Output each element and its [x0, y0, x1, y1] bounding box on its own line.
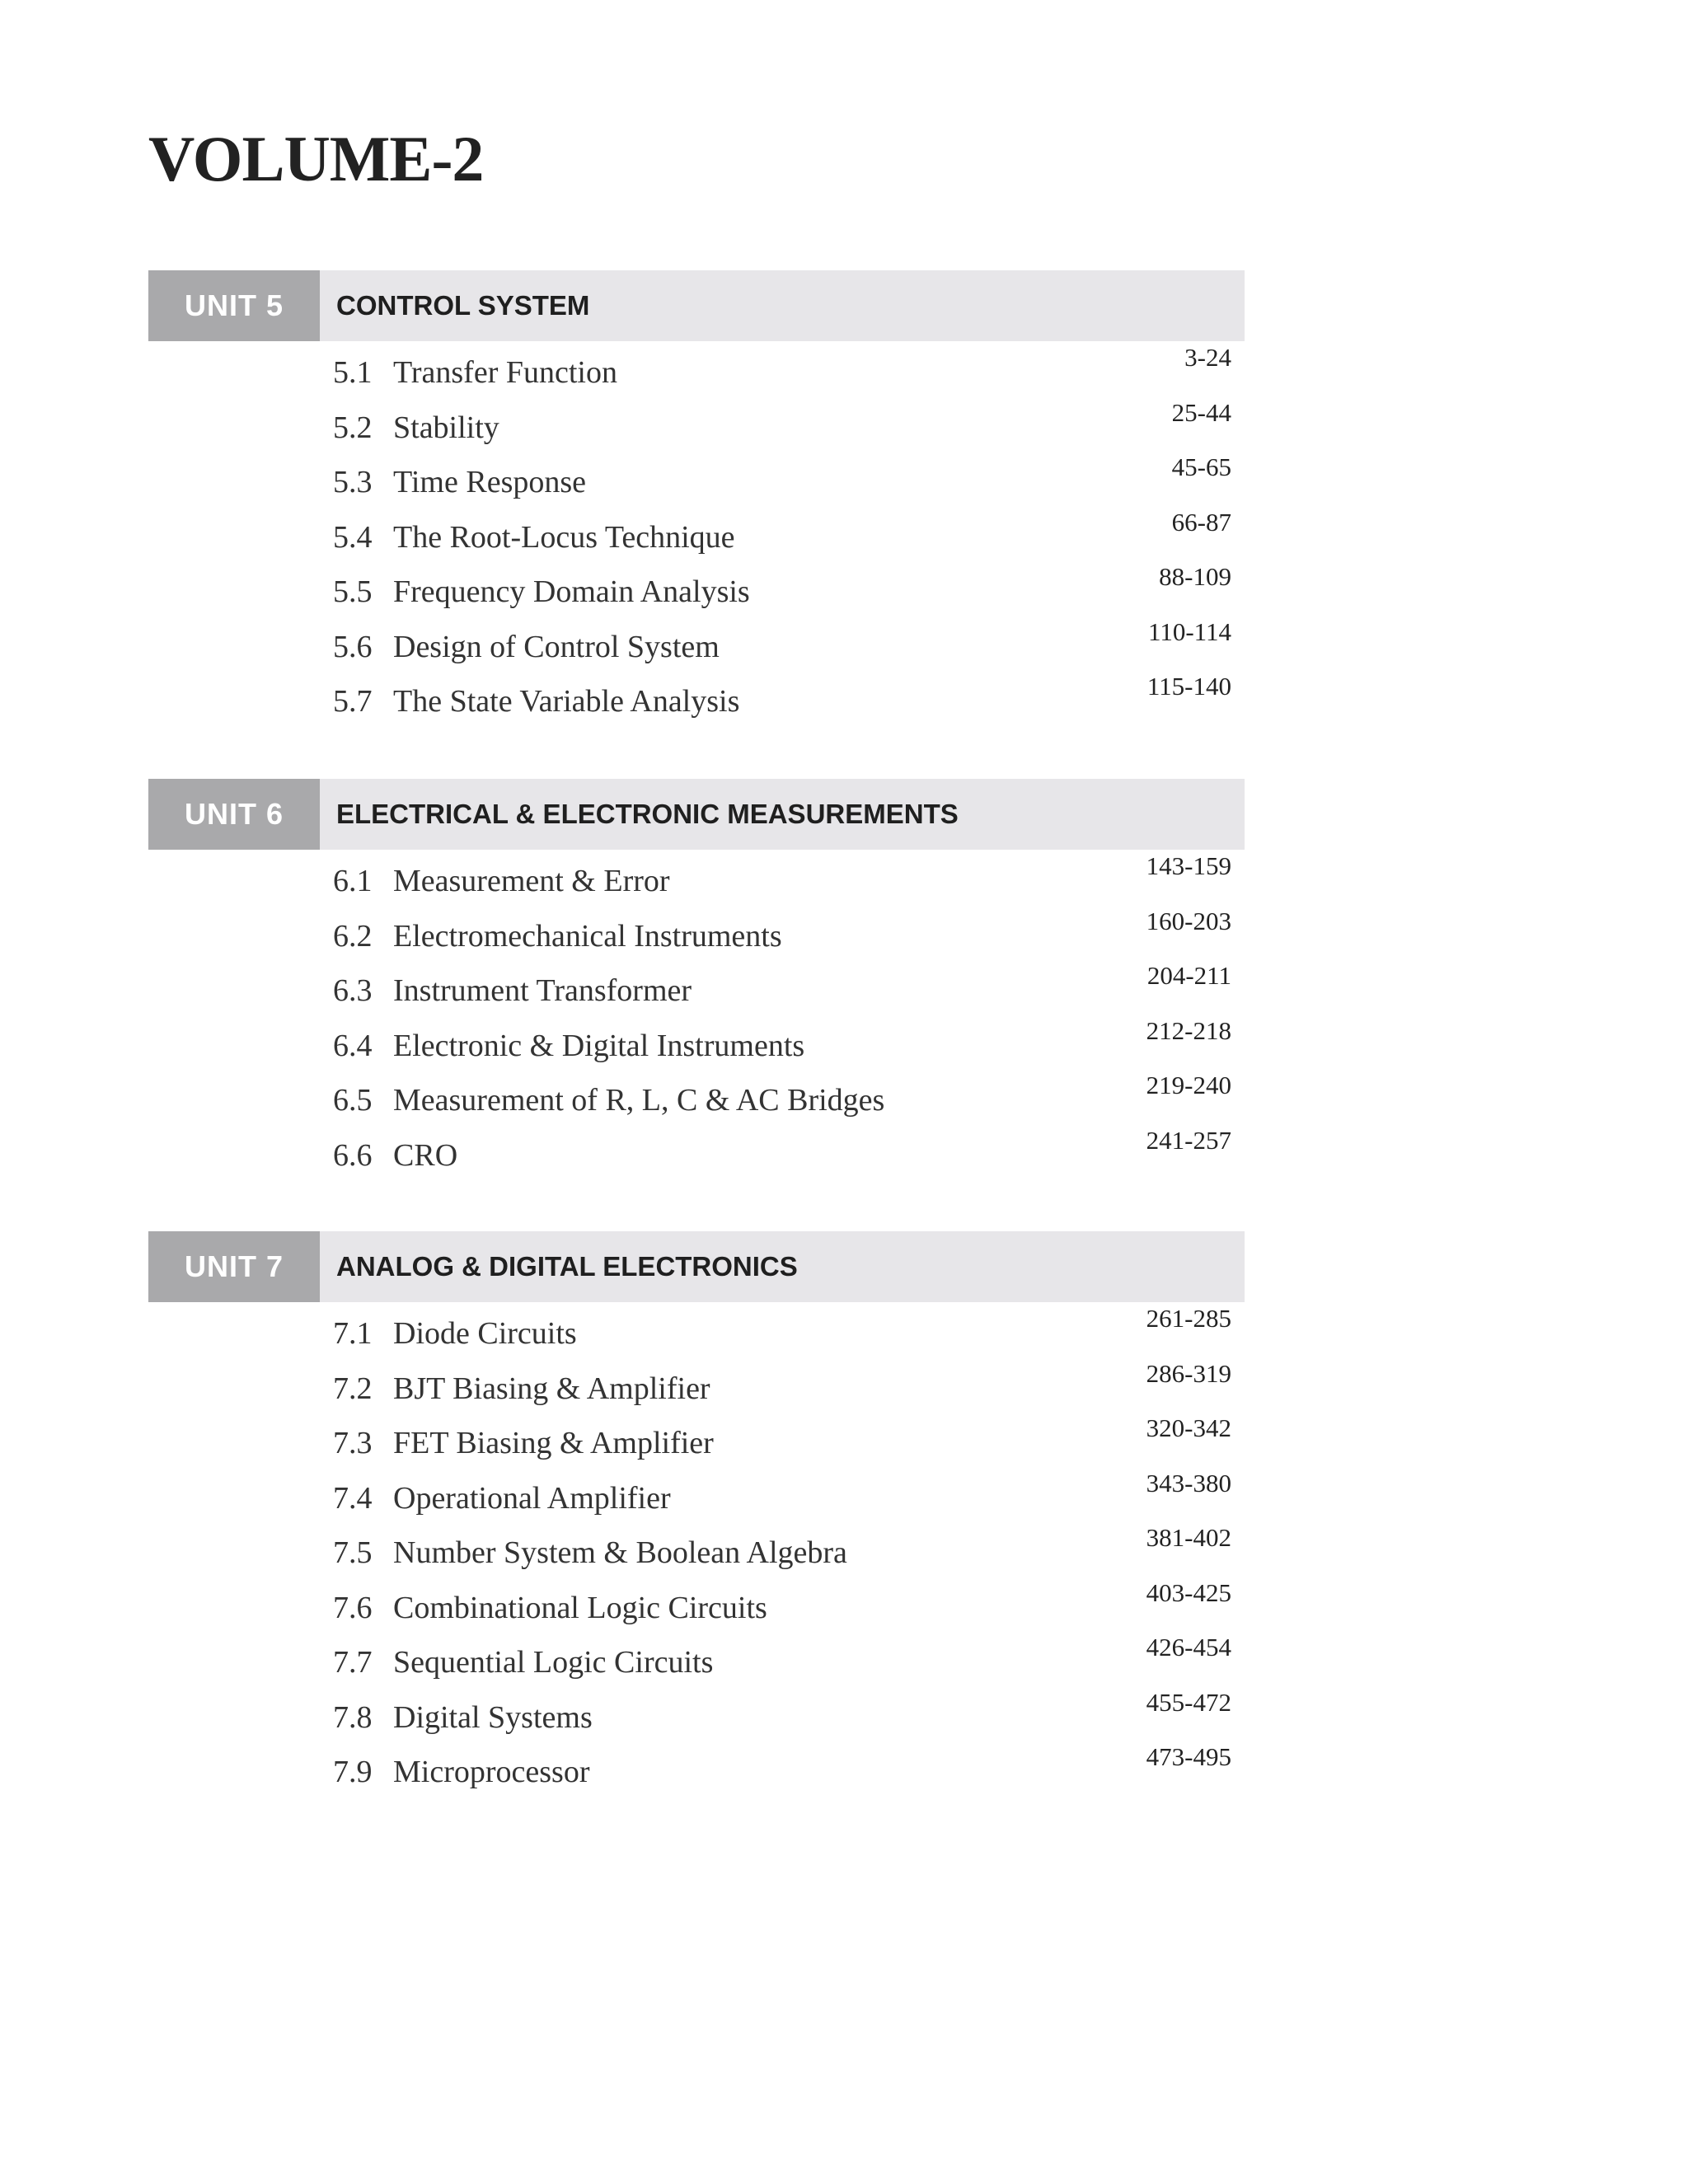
chapter-number: 5.4	[333, 519, 373, 555]
unit-title: CONTROL SYSTEM	[336, 290, 590, 321]
chapter-row[interactable]	[148, 961, 1245, 1026]
chapter-title: Diode Circuits	[393, 1316, 577, 1351]
unit-section-7	[148, 1231, 1245, 1807]
chapter-row[interactable]	[148, 1015, 1245, 1081]
chapter-number: 5.7	[333, 684, 373, 719]
chapter-page-range: 241-257	[1146, 1125, 1231, 1155]
chapter-number: 7.9	[333, 1755, 373, 1789]
chapter-number: 5.1	[333, 355, 373, 390]
chapter-number: 6.3	[333, 973, 373, 1008]
chapter-title: Microprocessor	[393, 1755, 590, 1789]
chapter-title: Design of Control System	[393, 629, 720, 664]
chapter-number: 7.3	[333, 1426, 373, 1460]
chapter-page-range: 320-342	[1146, 1413, 1231, 1442]
unit-section-5	[148, 270, 1245, 737]
chapter-row[interactable]	[148, 1742, 1245, 1807]
chapter-number: 7.4	[333, 1480, 373, 1516]
chapter-number: 7.7	[333, 1645, 373, 1680]
chapter-number: 6.4	[333, 1028, 373, 1063]
chapter-page-range: 110-114	[1147, 616, 1231, 646]
chapter-number: 5.6	[333, 629, 373, 664]
unit-badge: UNIT 7	[148, 1231, 320, 1302]
chapter-list	[148, 851, 1245, 1190]
unit-title-bar	[320, 270, 1245, 341]
chapter-page-range: 261-285	[1146, 1304, 1231, 1333]
chapter-title: Frequency Domain Analysis	[393, 574, 750, 609]
chapter-row[interactable]	[148, 397, 1245, 463]
page-title: VOLUME-2	[148, 123, 484, 194]
chapter-row[interactable]	[148, 1468, 1245, 1534]
chapter-list	[148, 1304, 1245, 1807]
chapter-number: 7.2	[333, 1371, 373, 1406]
chapter-row[interactable]	[148, 507, 1245, 573]
chapter-title: Measurement & Error	[393, 864, 670, 898]
unit-title: ANALOG & DIGITAL ELECTRONICS	[336, 1251, 798, 1282]
chapter-page-range: 143-159	[1146, 851, 1231, 880]
chapter-title: Sequential Logic Circuits	[393, 1645, 714, 1680]
chapter-title: Operational Amplifier	[393, 1480, 671, 1516]
chapter-row[interactable]	[148, 1633, 1245, 1698]
chapter-page-range: 219-240	[1146, 1071, 1231, 1099]
chapter-number: 6.2	[333, 918, 373, 954]
chapter-title: Transfer Function	[393, 355, 617, 390]
chapter-row[interactable]	[148, 1071, 1245, 1136]
chapter-row[interactable]	[148, 1304, 1245, 1369]
chapter-page-range: 45-65	[1171, 452, 1231, 481]
chapter-page-range: 343-380	[1146, 1468, 1231, 1497]
chapter-list	[148, 343, 1245, 737]
unit-header	[148, 1231, 1245, 1302]
unit-title-bar	[320, 1231, 1245, 1302]
chapter-title: Digital Systems	[393, 1699, 593, 1735]
unit-badge: UNIT 6	[148, 779, 320, 850]
chapter-row[interactable]	[148, 906, 1245, 972]
chapter-number: 7.1	[333, 1316, 373, 1351]
unit-header	[148, 270, 1245, 341]
chapter-number: 7.6	[333, 1590, 373, 1625]
chapter-row[interactable]	[148, 851, 1245, 916]
chapter-page-range: 403-425	[1146, 1577, 1231, 1607]
chapter-row[interactable]	[148, 562, 1245, 627]
chapter-number: 6.5	[333, 1083, 373, 1118]
chapter-title: Time Response	[393, 465, 587, 499]
chapter-title: BJT Biasing & Amplifier	[393, 1371, 710, 1406]
chapter-page-range: 455-472	[1146, 1687, 1231, 1717]
chapter-page-range: 160-203	[1146, 906, 1231, 935]
chapter-row[interactable]	[148, 1125, 1245, 1191]
unit-header	[148, 779, 1245, 850]
chapter-number: 6.1	[333, 864, 373, 898]
chapter-title: Instrument Transformer	[393, 973, 692, 1008]
chapter-page-range: 212-218	[1146, 1015, 1231, 1045]
chapter-title: The State Variable Analysis	[393, 684, 740, 719]
chapter-row[interactable]	[148, 1358, 1245, 1424]
chapter-row[interactable]	[148, 343, 1245, 408]
chapter-page-range: 66-87	[1171, 507, 1231, 537]
chapter-row[interactable]	[148, 672, 1245, 737]
chapter-number: 5.5	[333, 574, 373, 609]
unit-section-6	[148, 779, 1245, 1190]
chapter-page-range: 381-402	[1146, 1523, 1231, 1552]
chapter-title: Electronic & Digital Instruments	[393, 1028, 805, 1063]
chapter-row[interactable]	[148, 1687, 1245, 1753]
chapter-title: Stability	[393, 410, 499, 445]
chapter-number: 6.6	[333, 1137, 373, 1173]
chapter-title: FET Biasing & Amplifier	[393, 1426, 714, 1460]
chapter-number: 7.5	[333, 1535, 373, 1570]
chapter-page-range: 204-211	[1146, 961, 1231, 990]
unit-title: ELECTRICAL & ELECTRONIC MEASUREMENTS	[336, 799, 959, 829]
chapter-page-range: 426-454	[1146, 1633, 1231, 1661]
chapter-page-range: 473-495	[1146, 1742, 1231, 1771]
chapter-number: 7.8	[333, 1699, 373, 1735]
unit-title-bar	[320, 779, 1245, 850]
chapter-row[interactable]	[148, 1413, 1245, 1479]
chapter-number: 5.3	[333, 465, 373, 499]
chapter-page-range: 25-44	[1171, 397, 1231, 427]
chapter-title: Number System & Boolean Algebra	[393, 1535, 847, 1570]
chapter-page-range: 88-109	[1159, 562, 1231, 591]
unit-badge: UNIT 5	[148, 270, 320, 341]
chapter-row[interactable]	[148, 1523, 1245, 1588]
chapter-page-range: 286-319	[1146, 1358, 1231, 1388]
chapter-page-range: 115-140	[1146, 672, 1231, 701]
chapter-title: The Root-Locus Technique	[393, 519, 735, 555]
chapter-page-range: 3-24	[1184, 343, 1231, 372]
chapter-row[interactable]	[148, 452, 1245, 518]
chapter-row[interactable]	[148, 1577, 1245, 1643]
chapter-number: 5.2	[333, 410, 373, 445]
chapter-row[interactable]	[148, 616, 1245, 682]
chapter-title: Electromechanical Instruments	[393, 918, 782, 954]
chapter-title: Combinational Logic Circuits	[393, 1590, 767, 1625]
chapter-title: Measurement of R, L, C & AC Bridges	[393, 1083, 885, 1118]
chapter-title: CRO	[393, 1137, 458, 1173]
